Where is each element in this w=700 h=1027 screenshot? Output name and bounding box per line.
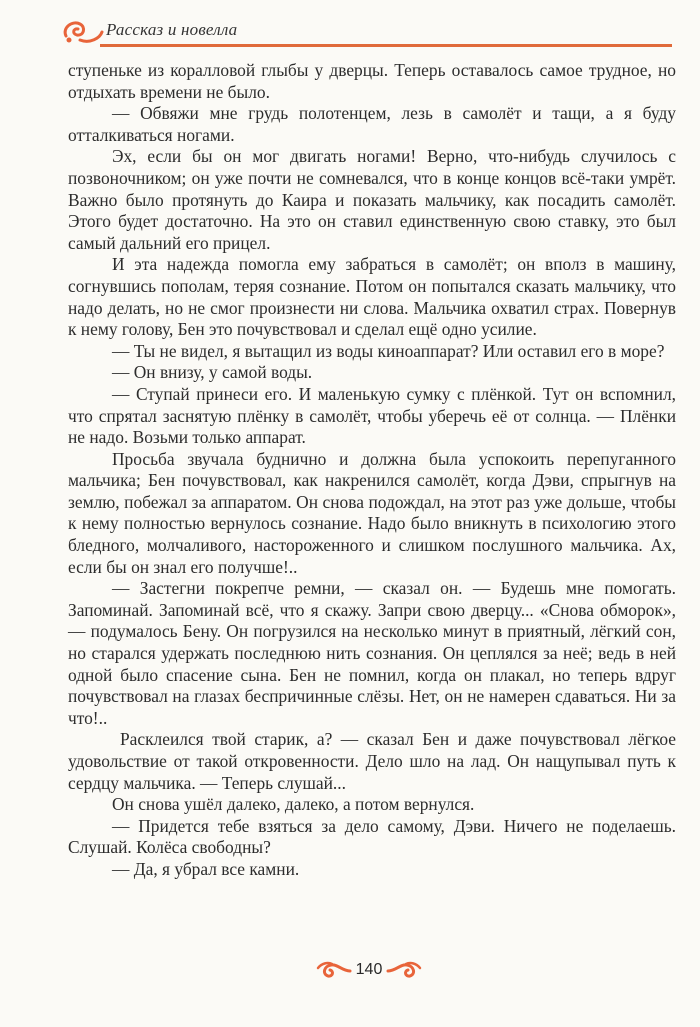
paragraph: — Придется тебе взяться за дело самому, Дэви. Ничего не поделаешь. Слушай. Колёса свободны? (68, 815, 676, 858)
swirl-ornament-icon (60, 16, 104, 46)
paragraph: Просьба звучала буднично и должна была успокоить перепуганного мальчика; Бен почувствовал, как накренился самолёт, когда Дэви, спрыгнув на землю, побежал за аппаратом. Он снова подождал, на этот раз уже дольше, чтобы к нему полностью вернулось сознание. Надо было вникнуть в психологию этого бледного, молчаливого, настороженного и слишком послушного мальчика. Ах, если бы он знал его получше!.. (68, 448, 676, 577)
paragraph: — Обвяжи мне грудь полотенцем, лезь в самолёт и тащи, а я буду отталкиваться ногами. (68, 103, 676, 145)
page-number: 140 (355, 961, 383, 978)
story-text (68, 60, 676, 881)
paragraph: Эх, если бы он мог двигать ногами! Верно, что-нибудь случилось с позвоночником; он уже почти не сомневался, что в конце концов всё-таки умрёт. Важно было протянуть до Каира и показать мальчику, как посадить самолёт. Этого будет достаточно. На это он ставил единственную свою ставку, это был самый дальний его прицел. (68, 146, 676, 253)
header-title: Рассказ и новелла (106, 20, 238, 39)
paragraph: Расклеился твой старик, а? — сказал Бен и даже почувствовал лёгкое удовольствие от такой откровенности. Дело шло на лад. Он нащупывал путь к сердцу мальчика. — Теперь слушай... (68, 729, 676, 793)
paragraph: — Он внизу, у самой воды. (112, 362, 313, 383)
paragraph: ступеньке из коралловой глыбы у дверцы. Теперь оставалось самое трудное, но отдыхать времени не было. (68, 60, 676, 102)
paragraph: И эта надежда помогла ему забраться в самолёт; он вполз в машину, согнувшись пополам, теряя сознание. Потом он попытался сказать мальчику, что надо делать, но не смог произнести ни слова. Мальчика охватил страх. Повернув к нему голову, Бен это почувствовал и сделал ещё одно усилие. (68, 254, 676, 340)
paragraph: Он снова ушёл далеко, далеко, а потом вернулся. (112, 794, 475, 815)
page-header (60, 14, 672, 50)
page-footer (0, 956, 700, 986)
header-divider (100, 44, 672, 47)
paragraph: — Ты не видел, я вытащил из воды киноаппарат? Или оставил его в море? (112, 340, 665, 361)
left-swirl-ornament-icon (316, 960, 352, 982)
paragraph: — Застегни покрепче ремни, — сказал он. — Будешь мне помогать. Запоминай. Запоминай всё, что я скажу. Запри свою дверцу... «Снова обморок», — подумалось Бену. Он погрузился на несколько минут в приятный, лёгкий сон, но старался удержать последнюю нить сознания. Он цеплялся за неё; ведь в ней одной было спасение сына. Бен не помнил, когда он плакал, но теперь вдруг почувствовал на глазах беспричинные слёзы. Нет, он не намерен сдаваться. Ни за что!.. (68, 578, 676, 728)
right-swirl-ornament-icon (386, 960, 422, 982)
paragraph: — Да, я убрал все камни. (112, 858, 300, 879)
paragraph: — Ступай принеси его. И маленькую сумку с плёнкой. Тут он вспомнил, что спрятал заснятую плёнку в самолёт, чтобы уберечь её от солнца. — Плёнки не надо. Возьми только аппарат. (68, 383, 676, 448)
